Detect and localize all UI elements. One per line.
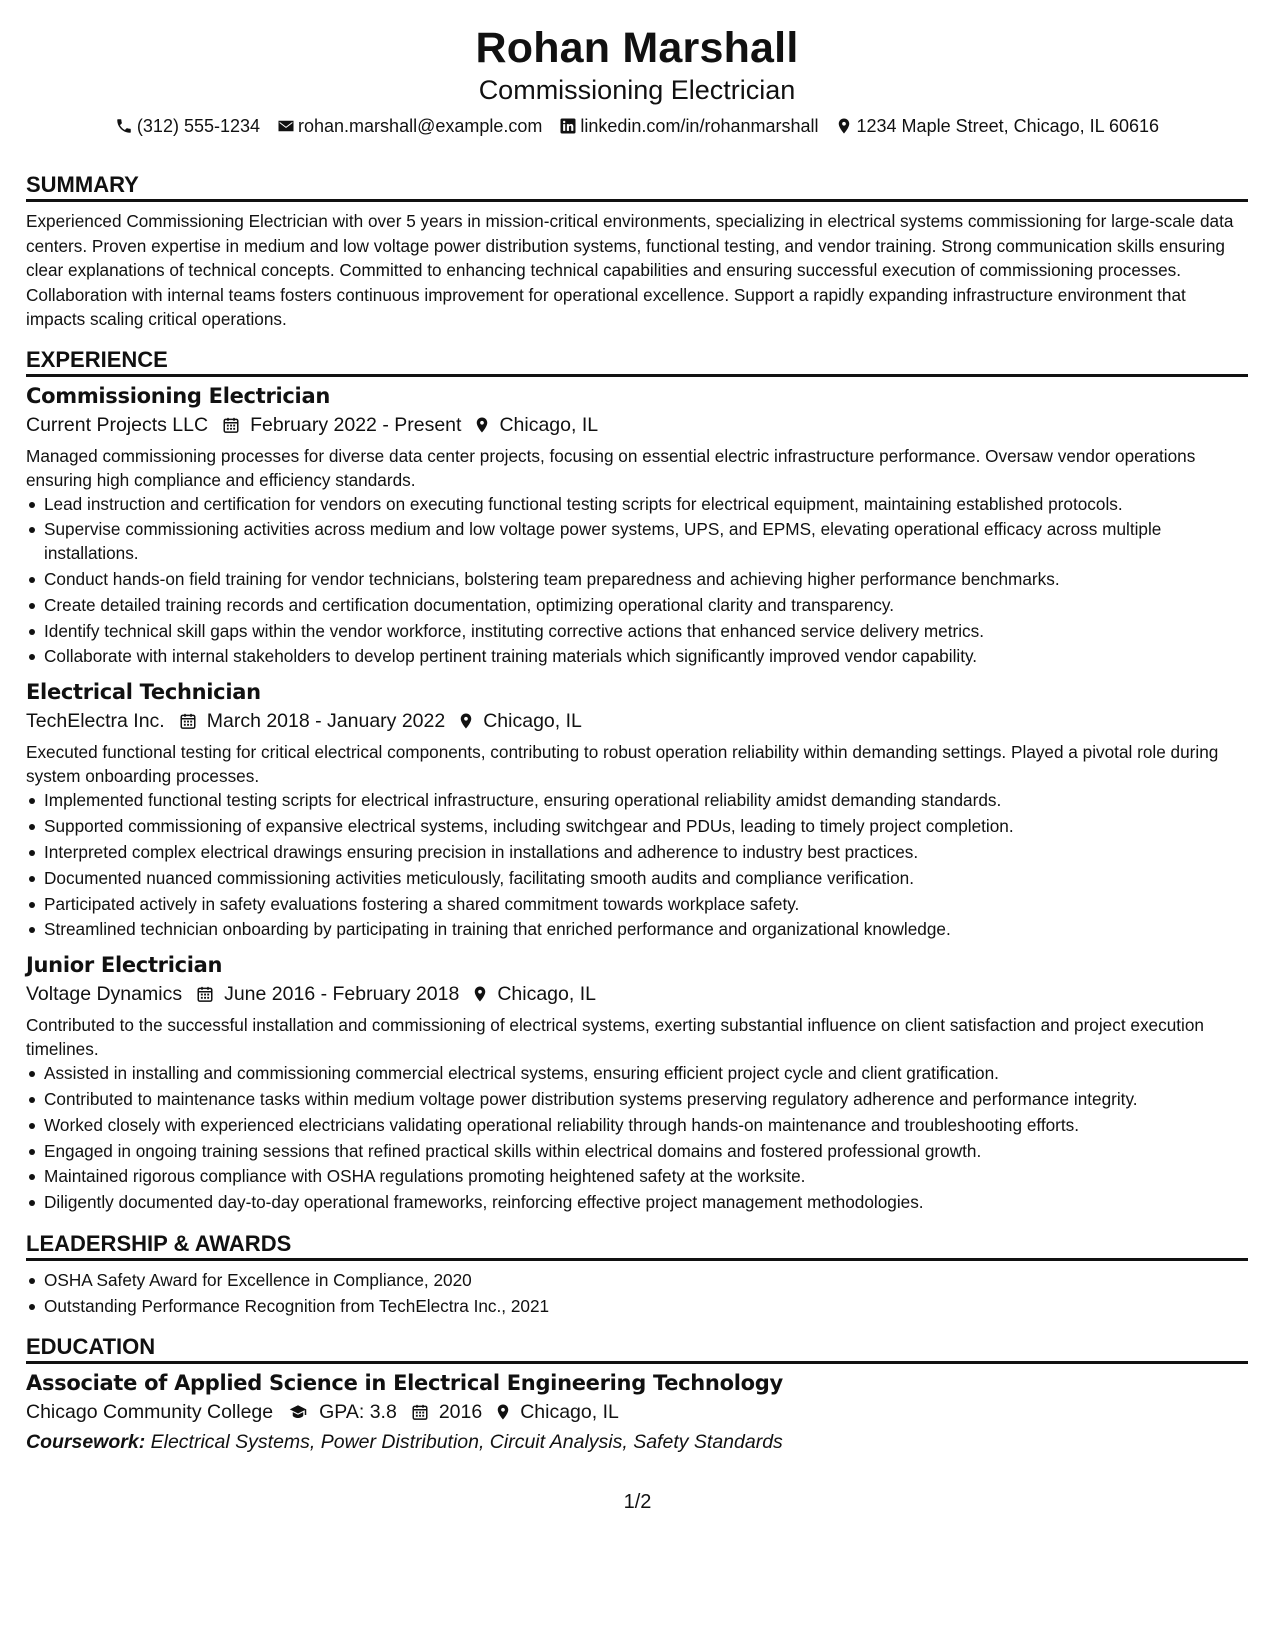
list-item: Documented nuanced commissioning activities meticulously, facilitating smooth audits and compliance verification. bbox=[44, 867, 1248, 891]
job-location: Chicago, IL bbox=[483, 709, 582, 732]
job-bullets bbox=[26, 493, 1248, 669]
job-title: Electrical Technician bbox=[26, 679, 261, 704]
job-description: Executed functional testing for critical electrical components, contributing to robust operation reliability within demanding settings. Played a pivotal role during system onboarding processes. bbox=[26, 741, 1219, 787]
graduation-year: 2016 bbox=[438, 1401, 483, 1424]
calendar-icon bbox=[411, 1403, 429, 1421]
list-item: Identify technical skill gaps within the vendor workforce, instituting corrective actions that enhanced service delivery metrics. bbox=[44, 620, 1248, 644]
contact-linkedin bbox=[558, 113, 818, 139]
summary-heading: SUMMARY bbox=[26, 171, 1248, 202]
summary-text: Experienced Commissioning Electrician with over 5 years in mission-critical environments, specializing in electrical systems commissioning for large-scale data centers. Proven expertise in medium and low voltage power distribution systems, functional testing, and vendor training. Strong communication skills ensuring clear explanations of technical concepts. Committed to enhancing technical capabilities and ensuring successful execution of commissioning processes. Collaboration with internal teams fosters continuous improvement for operational excellence. Support a rapidly expanding infrastructure environment that impacts scaling critical operations. bbox=[26, 211, 1234, 329]
list-item: Contributed to maintenance tasks within medium voltage power distribution systems preserving regulatory adherence and performance integrity. bbox=[44, 1088, 1248, 1112]
list-item: Supported commissioning of expansive electrical systems, including switchgear and PDUs, leading to timely project completion. bbox=[44, 815, 1248, 839]
job-meta bbox=[26, 979, 1248, 1009]
map-pin-icon bbox=[471, 985, 489, 1003]
map-pin-icon bbox=[473, 416, 491, 434]
coursework-label: Coursework: bbox=[26, 1431, 146, 1454]
school-name: Chicago Community College bbox=[26, 1401, 274, 1424]
job-location: Chicago, IL bbox=[497, 982, 596, 1005]
contact-bar bbox=[26, 113, 1248, 139]
gpa-text: GPA: 3.8 bbox=[319, 1401, 397, 1424]
calendar-icon bbox=[222, 416, 240, 434]
job-location: Chicago, IL bbox=[499, 413, 599, 436]
phone-text[interactable]: (312) 555-1234 bbox=[136, 116, 261, 136]
coursework-text: Electrical Systems, Power Distribution, Circuit Analysis, Safety Standards bbox=[150, 1431, 783, 1454]
map-pin-icon bbox=[835, 117, 854, 136]
list-item: Supervise commissioning activities across medium and low voltage power systems, UPS, and EPMS, elevating operational efficacy across multiple installations. bbox=[44, 518, 1248, 565]
awards-heading: LEADERSHIP & AWARDS bbox=[26, 1230, 1248, 1261]
list-item: Outstanding Performance Recognition from TechElectra Inc., 2021 bbox=[44, 1295, 1248, 1319]
page-number: 1/2 bbox=[623, 1491, 652, 1513]
job-bullets bbox=[26, 1062, 1248, 1215]
job-entry bbox=[26, 951, 1248, 1215]
list-item: Streamlined technician onboarding by participating in training that enriched performance and organizational knowledge. bbox=[44, 918, 1248, 942]
list-item: Maintained rigorous compliance with OSHA regulations promoting heightened safety at the worksite. bbox=[44, 1165, 1248, 1189]
job-description: Managed commissioning processes for diverse data center projects, focusing on essential electric infrastructure performance. Oversaw vendor operations ensuring high compliance and efficiency standards. bbox=[26, 445, 1196, 490]
resume-page bbox=[26, 0, 1248, 1457]
company-name: Voltage Dynamics bbox=[26, 982, 183, 1005]
job-meta bbox=[26, 410, 1248, 440]
address-text: 1234 Maple Street, Chicago, IL 60616 bbox=[856, 116, 1160, 136]
list-item: Worked closely with experienced electricians validating operational reliability through hands-on maintenance and troubleshooting efforts. bbox=[44, 1114, 1248, 1138]
experience-section bbox=[26, 346, 1248, 1215]
job-bullets bbox=[26, 789, 1248, 942]
contact-email bbox=[276, 113, 542, 139]
map-pin-icon bbox=[457, 712, 475, 730]
job-description: Contributed to the successful installation and commissioning of electrical systems, exerting substantial influence on client satisfaction and project execution timelines. bbox=[26, 1014, 1204, 1060]
company-name: Current Projects LLC bbox=[26, 413, 209, 436]
education-heading: EDUCATION bbox=[26, 1333, 1248, 1364]
experience-heading: EXPERIENCE bbox=[26, 346, 1248, 377]
list-item: Engaged in ongoing training sessions that refined practical skills within electrical domains and fostered professional growth. bbox=[44, 1140, 1248, 1164]
job-title: Commissioning Electrician bbox=[26, 383, 330, 408]
summary-section bbox=[26, 171, 1248, 332]
list-item: Collaborate with internal stakeholders to develop pertinent training materials which significantly improved vendor capability. bbox=[44, 645, 1248, 669]
candidate-title: Commissioning Electrician bbox=[478, 75, 796, 105]
degree-title: Associate of Applied Science in Electrical Engineering Technology bbox=[26, 1371, 783, 1396]
linkedin-link[interactable]: linkedin.com/in/rohanmarshall bbox=[580, 116, 819, 136]
list-item: Implemented functional testing scripts for electrical infrastructure, ensuring operational reliability amidst demanding standards. bbox=[44, 789, 1248, 813]
map-pin-icon bbox=[494, 1403, 512, 1421]
list-item: OSHA Safety Award for Excellence in Compliance, 2020 bbox=[44, 1269, 1248, 1293]
company-name: TechElectra Inc. bbox=[26, 709, 165, 732]
school-location: Chicago, IL bbox=[520, 1401, 619, 1424]
calendar-icon bbox=[179, 712, 197, 730]
list-item: Create detailed training records and certification documentation, optimizing operational clarity and transparency. bbox=[44, 594, 1248, 618]
job-entry bbox=[26, 382, 1248, 669]
list-item: Conduct hands-on field training for vendor technicians, bolstering team preparedness and achieving higher performance benchmarks. bbox=[44, 568, 1248, 592]
job-entry bbox=[26, 678, 1248, 942]
list-item: Interpreted complex electrical drawings ensuring precision in installations and adherence to industry best practices. bbox=[44, 841, 1248, 865]
list-item: Participated actively in safety evaluations fostering a shared commitment towards workplace safety. bbox=[44, 893, 1248, 917]
job-title: Junior Electrician bbox=[26, 952, 223, 977]
coursework-line bbox=[26, 1427, 1248, 1457]
awards-section bbox=[26, 1230, 1248, 1318]
calendar-icon bbox=[196, 985, 214, 1003]
job-dates: February 2022 - Present bbox=[250, 413, 462, 436]
email-link[interactable]: rohan.marshall@example.com bbox=[298, 116, 543, 136]
education-meta bbox=[26, 1397, 1248, 1427]
contact-address bbox=[835, 113, 1160, 139]
job-dates: June 2016 - February 2018 bbox=[224, 982, 460, 1005]
contact-phone bbox=[115, 113, 260, 139]
job-dates: March 2018 - January 2022 bbox=[206, 709, 446, 732]
candidate-name: Rohan Marshall bbox=[475, 24, 799, 72]
list-item: Diligently documented day-to-day operational frameworks, reinforcing effective project management methodologies. bbox=[44, 1191, 1248, 1215]
list-item: Lead instruction and certification for vendors on executing functional testing scripts for electrical equipment, maintaining established protocols. bbox=[44, 493, 1248, 517]
envelope-icon bbox=[276, 117, 295, 136]
graduation-cap-icon bbox=[287, 1403, 309, 1421]
education-section bbox=[26, 1333, 1248, 1457]
list-item: Assisted in installing and commissioning commercial electrical systems, ensuring efficient project cycle and client gratification. bbox=[44, 1062, 1248, 1086]
job-meta bbox=[26, 706, 1248, 736]
linkedin-icon bbox=[558, 117, 577, 136]
awards-list bbox=[26, 1269, 1248, 1318]
phone-icon bbox=[115, 117, 134, 136]
